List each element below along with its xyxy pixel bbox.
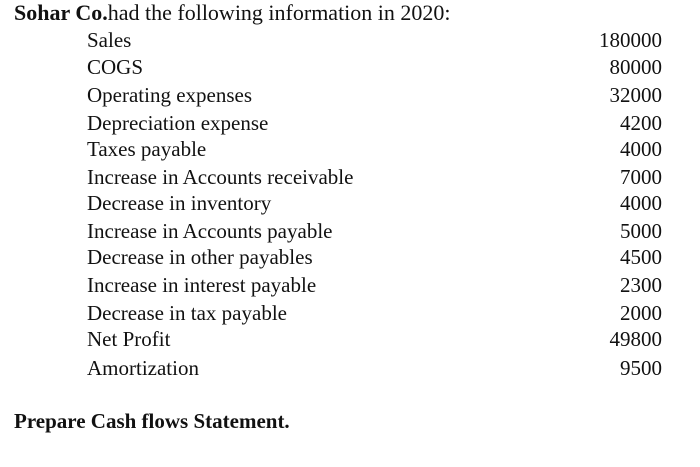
item-value: 80000	[609, 55, 662, 79]
instruction-text: Prepare Cash flows Statement.	[14, 409, 290, 433]
item-row	[0, 27, 700, 53]
item-value: 32000	[609, 83, 662, 107]
item-value: 4200	[620, 111, 662, 135]
item-value: 7000	[620, 165, 662, 189]
item-label: Increase in interest payable	[87, 273, 317, 297]
problem-heading	[14, 0, 451, 26]
item-label: Amortization	[87, 356, 199, 380]
item-label: COGS	[87, 55, 144, 79]
item-value: 180000	[599, 28, 662, 52]
item-value: 4500	[620, 245, 662, 269]
company-name: Sohar Co.	[14, 0, 108, 25]
item-value: 4000	[620, 137, 662, 161]
item-row	[0, 110, 700, 136]
item-label: Decrease in other payables	[87, 245, 313, 269]
item-row	[0, 164, 700, 190]
item-label: Sales	[87, 28, 132, 52]
item-value: 49800	[609, 327, 662, 351]
item-label: Depreciation expense	[87, 111, 269, 135]
item-row	[0, 190, 700, 216]
item-label: Net Profit	[87, 327, 171, 351]
item-label: Decrease in tax payable	[87, 301, 287, 325]
item-value: 9500	[620, 356, 662, 380]
item-label: Operating expenses	[87, 83, 253, 107]
item-row	[0, 300, 700, 326]
item-row	[0, 54, 700, 80]
heading-text: had the following information in 2020:	[107, 0, 451, 25]
item-label: Decrease in inventory	[87, 191, 272, 215]
item-row	[0, 326, 700, 352]
item-value: 4000	[620, 191, 662, 215]
item-label: Increase in Accounts receivable	[87, 165, 354, 189]
item-row	[0, 136, 700, 162]
item-row	[0, 272, 700, 298]
item-row	[0, 355, 700, 381]
item-row	[0, 244, 700, 270]
item-row	[0, 82, 700, 108]
item-label: Increase in Accounts payable	[87, 219, 333, 243]
item-label: Taxes payable	[87, 137, 207, 161]
item-value: 2300	[620, 273, 662, 297]
item-value: 5000	[620, 219, 662, 243]
item-row	[0, 218, 700, 244]
item-value: 2000	[620, 301, 662, 325]
